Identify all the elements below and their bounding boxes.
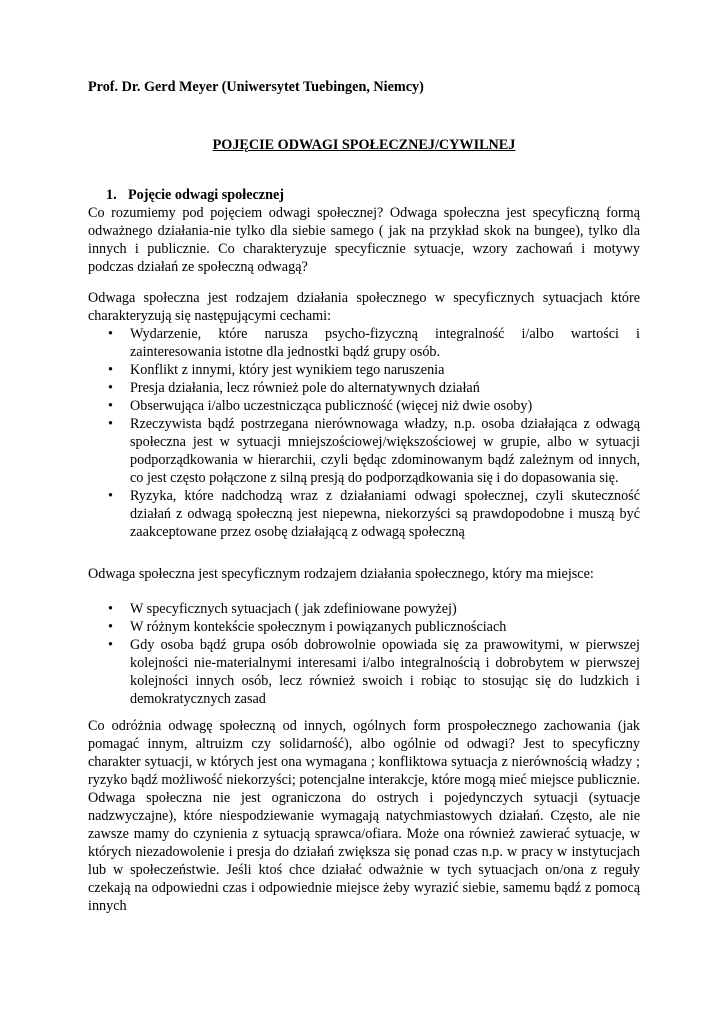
features-intro-paragraph: Odwaga społeczna jest rodzajem działania społecznego w specyficznych sytuacjach które charakteryzują się następującymi cechami:: [88, 290, 640, 324]
author-line: Prof. Dr. Gerd Meyer (Uniwersytet Tuebingen, Niemcy): [88, 79, 424, 95]
intro-paragraph: Co rozumiemy pod pojęciem odwagi społecznej? Odwaga społeczna jest specyficzną formą odważnego działania-nie tylko dla siebie samego ( jak na przykład skok na bungee), tylko dla innych i publicznie. Co charakteryzuje specyficznie sytuacje, wzory zachowań i motywy podczas działań ze społeczną odwagą?: [88, 205, 640, 275]
features-list: [88, 325, 640, 541]
list-item: [88, 618, 640, 636]
list-item: [88, 415, 640, 487]
list-item-text: Gdy osoba bądź grupa osób dobrowolnie opowiada się za prawowitymi, w pierwszej kolejności nie-materialnymi interesami i/albo integralnością i dobrobytem w pierwszej kolejności innych osób, lecz również swoich i robiąc to stosując się do ludzkich i demokratycznych zasad: [130, 637, 640, 707]
bullet-icon: •: [108, 488, 113, 504]
bullet-icon: •: [108, 416, 113, 432]
section-heading-text: Pojęcie odwagi społecznej: [128, 187, 285, 203]
list-item: [88, 487, 640, 541]
document-page: [88, 78, 640, 914]
list-item-text: Obserwująca i/albo uczestnicząca publiczność (więcej niż dwie osoby): [130, 398, 533, 414]
occurrence-block: [88, 565, 640, 583]
list-item: [88, 361, 640, 379]
section-1-header: [88, 186, 640, 276]
distinction-block: [88, 717, 640, 915]
list-item-text: W różnym kontekście społecznym i powiązanych publicznościach: [130, 619, 507, 635]
list-item-text: Ryzyka, które nadchodzą wraz z działaniami odwagi społecznej, czyli skuteczność działań z odwagą społeczną jest niepewna, niekorzyści są prawdopodobne i muszą być zaakceptowane przez osobę działającą z odwagą społeczną: [130, 488, 640, 540]
bullet-icon: •: [108, 380, 113, 396]
list-item-text: Konflikt z innymi, który jest wynikiem tego naruszenia: [130, 362, 445, 378]
occurrence-list-block: [88, 600, 640, 708]
list-item-text: W specyficznych sytuacjach ( jak zdefiniowane powyżej): [130, 601, 457, 617]
occurrence-list: [88, 600, 640, 708]
list-item: [88, 379, 640, 397]
list-item: [88, 636, 640, 708]
features-block: [88, 289, 640, 541]
bullet-icon: •: [108, 637, 113, 653]
bullet-icon: •: [108, 398, 113, 414]
list-item-text: Rzeczywista bądź postrzegana nierównowaga władzy, n.p. osoba działająca z odwagą społeczna jest w sytuacji mniejszościowej/większościowej w grupie, albo w sytuacji podporządkowania w hierarchii, czyli będąc zdominowanym bądź zależnym od innych, co jest często połączone z silną presją do podporządkowania się i do dopasowania się.: [130, 416, 640, 486]
list-item-text: Wydarzenie, które narusza psycho-fizyczną integralność i/albo wartości i zainteresowania istotne dla jednostki bądź grupy osób.: [130, 326, 640, 360]
list-item: [88, 397, 640, 415]
list-item-text: Presja działania, lecz również pole do alternatywnych działań: [130, 380, 480, 396]
distinction-paragraph: Co odróżnia odwagę społeczną od innych, ogólnych form prospołecznego zachowania (jak pomagać innym, altruizm czy solidarność), albo ogólnie od odwagi? Jest to specyficzny charakter sytuacji, w których jest ona wymagana ; konfliktowa sytuacja z nierównością władzy ; ryzyko bądź możliwość niekorzyści; potencjalne interakcje, które mogą mieć miejsce publicznie. Odwaga społeczna nie jest ograniczona do ostrych i pojedynczych sytuacji (sytuacje nadzwyczajne), które niespodziewanie wymagają natychmiastowych działań. Często, ale nie zawsze mamy do czynienia z sytuacją sprawca/ofiara. Może ona również zawierać sytuacje, w których niezadowolenie i presja do działań zwiększa się ponad czas n.p. w pracy w instytucjach lub w społeczeństwie. Jeśli ktoś chce działać odważnie w tych sytuacjach on/ona z reguły czekają na odpowiedni czas i odpowiednie miejsce żeby wyrazić siebie, samemu bądź z pomocą innych: [88, 718, 640, 914]
list-item: [88, 325, 640, 361]
bullet-icon: •: [108, 601, 113, 617]
list-item: [88, 600, 640, 618]
bullet-icon: •: [108, 362, 113, 378]
bullet-icon: •: [108, 619, 113, 635]
section-number: 1.: [106, 187, 117, 203]
section-heading: [88, 186, 640, 204]
document-title: POJĘCIE ODWAGI SPOŁECZNEJ/CYWILNEJ: [212, 137, 516, 153]
occurrence-intro-paragraph: Odwaga społeczna jest specyficznym rodzajem działania społecznego, który ma miejsce:: [88, 566, 594, 582]
bullet-icon: •: [108, 326, 113, 342]
